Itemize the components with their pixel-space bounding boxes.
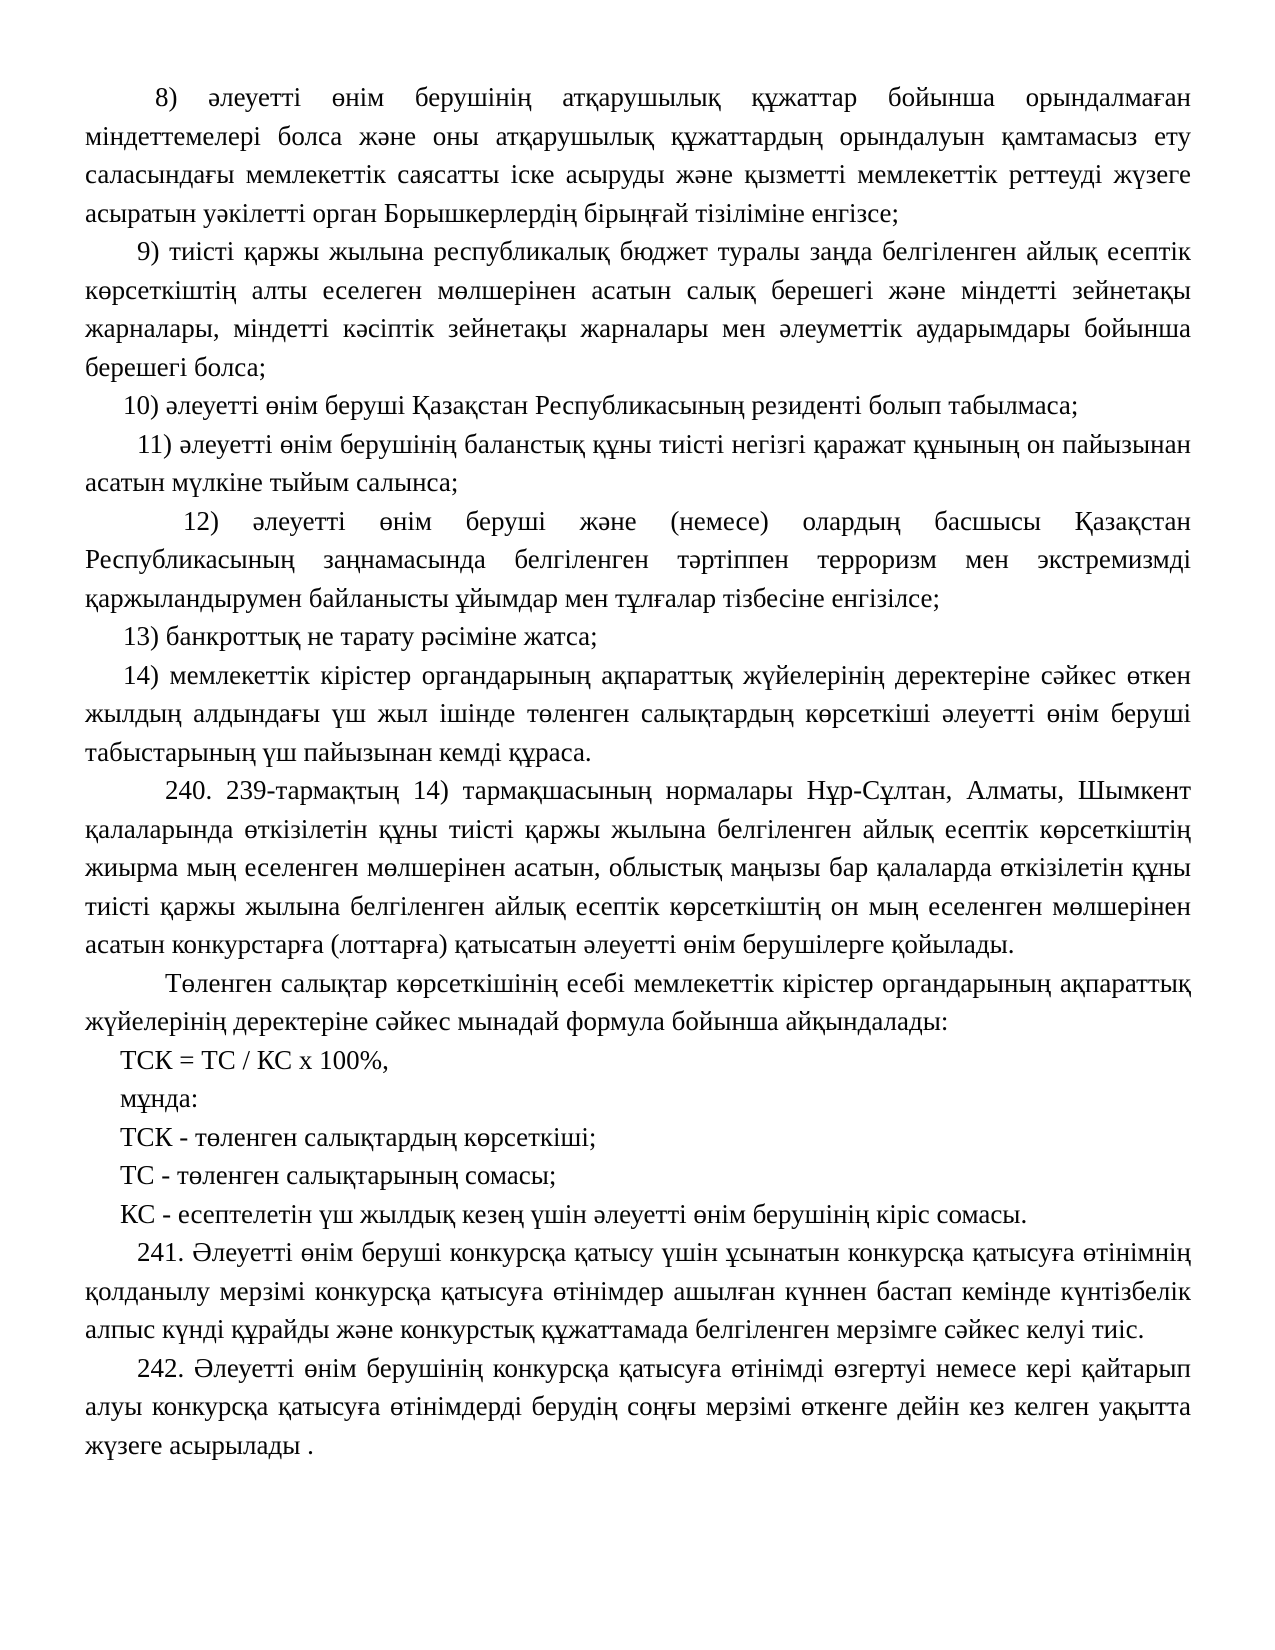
formula-term-ts: ТС - төленген салықтарының сомасы; — [120, 1160, 557, 1190]
clause-11: 11) әлеуетті өнім берушінің баланстық құны тиісті негізгі қаражат құнының он пайызынан асатын мүлкіне тыйым салынса; — [85, 428, 1191, 497]
clause-10: 10) әлеуетті өнім беруші Қазақстан Республикасының резиденті болып табылмаса; — [123, 390, 1079, 420]
formula-where: мұнда: — [120, 1083, 199, 1113]
formula-term-ks: КС - есептелетін үш жылдық кезең үшін әлеуетті өнім берушінің кіріс сомасы. — [120, 1198, 1028, 1229]
clause-8: 8) әлеуетті өнім берушінің атқарушылық құжаттар бойынша орындалмаған міндеттемелері болса және оны атқарушылық құжаттардың орындалуын қамтамасыз ету саласындағы мемлекеттік саясатты іске асыруды және қызметті мемлекеттік реттеуді жүзеге асыратын уәкілетті орган Борышкерлердің бірыңғай тізіліміне енгізсе; — [85, 82, 1191, 228]
clause-12: 12) әлеуетті өнім беруші және (немесе) олардың басшысы Қазақстан Республикасының заңнамасында белгіленген тәртіппен терроризм мен экстремизмді қаржыландырумен байланысты ұйымдар мен тұлғалар тізбесіне енгізілсе; — [85, 505, 1191, 613]
point-240: 240. 239-тармақтың 14) тармақшасының нормалары Нұр-Сұлтан, Алматы, Шымкент қалаларында өткізілетін құны тиісті қаржы жылына белгіленген айлық есептік көрсеткіштің жиырма мың еселенген мөлшерінен асатын, облыстық маңызы бар қалаларда өткізілетін құны тиісті қаржы жылына белгіленген айлық есептік көрсеткіштің он мың еселенген мөлшерінен асатын конкурстарға (лоттарға) қатысатын әлеуетті өнім берушілерге қойылады. — [85, 775, 1191, 959]
clause-14: 14) мемлекеттік кірістер органдарының ақпараттық жүйелерінің деректеріне сәйкес өткен жылдың алдындағы үш жыл ішінде төленген салықтардың көрсеткіші әлеуетті өнім беруші табыстарының үш пайызынан кемді құраса. — [85, 659, 1191, 767]
clause-13: 13) банкроттық не тарату рәсіміне жатса; — [123, 621, 598, 651]
paragraph-tax-indicator-intro: Төленген салықтар көрсеткішінің есебі мемлекеттік кірістер органдарының ақпараттық жүйелерінің деректеріне сәйкес мынадай формула бойынша айқындалады: — [85, 967, 1191, 1036]
point-242: 242. Әлеуетті өнім берушінің конкурсқа қатысуға өтінімді өзгертуі немесе кері қайтарып алуы конкурсқа қатысуға өтінімдерді берудің соңғы мерзімі өткенге дейін кез келген уақытта жүзеге асырылады . — [85, 1352, 1191, 1460]
point-241: 241. Әлеуетті өнім беруші конкурсқа қатысу үшін ұсынатын конкурсқа қатысуға өтінімнің қолданылу мерзімі конкурсқа қатысуға өтінімдер ашылған күннен бастап кемінде күнтізбелік алпыс күнді құрайды және конкурстық құжаттамада белгіленген мерзімге сәйкес келуі тиіс. — [85, 1237, 1191, 1344]
clause-9: 9) тиісті қаржы жылына республикалық бюджет туралы заңда белгіленген айлық есептік көрсеткіштің алты еселеген мөлшерінен асатын салық берешегі және міндетті зейнетақы жарналары, міндетті кәсіптік зейнетақы жарналары мен әлеуметтік аударымдары бойынша берешегі болса; — [85, 236, 1191, 382]
formula-term-tsk: ТСК - төленген салықтардың көрсеткіші; — [120, 1121, 597, 1152]
formula-expression: ТСК = ТС / КС х 100%, — [120, 1044, 389, 1075]
